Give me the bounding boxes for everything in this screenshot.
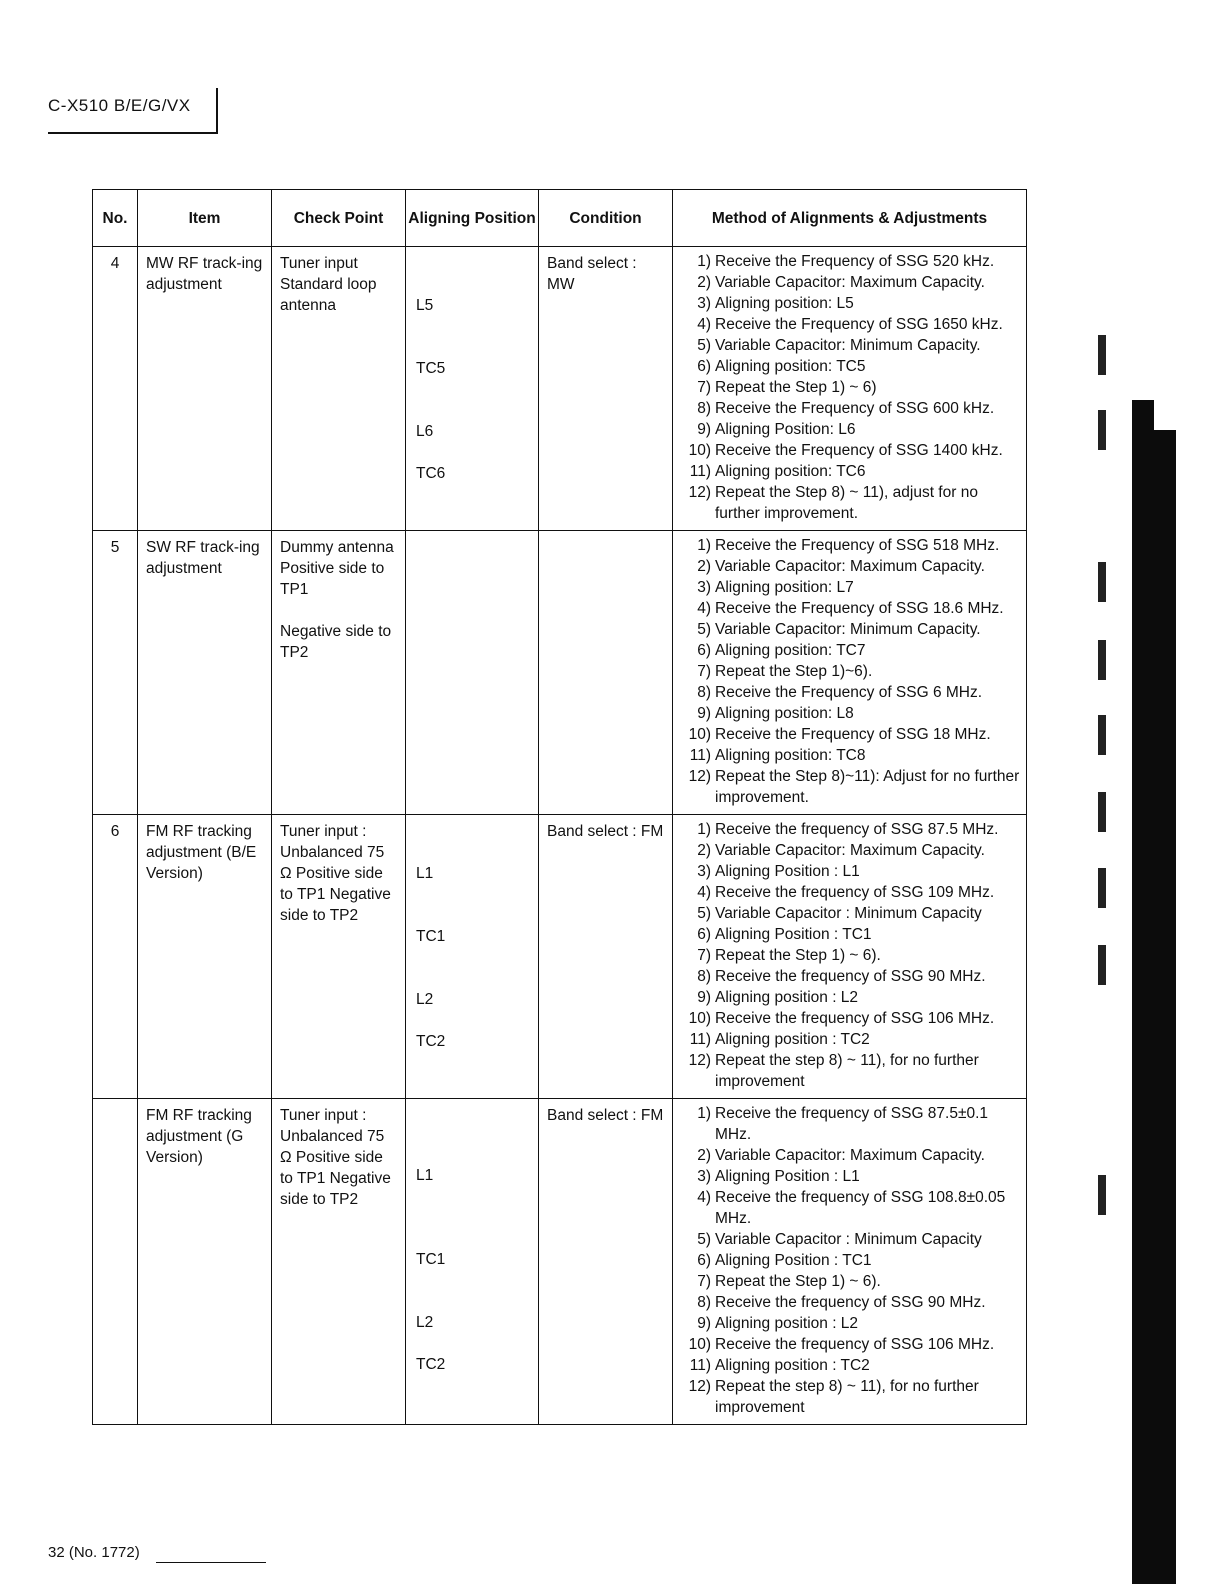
row-method bbox=[673, 531, 1027, 815]
step: 3) Aligning position: L5 bbox=[697, 295, 854, 312]
position-label: TC2 bbox=[416, 1356, 446, 1373]
step: 5) Variable Capacitor: Minimum Capacity. bbox=[697, 621, 981, 638]
row-check-point: Tuner input : Unbalanced 75 Ω Positive side to TP1 Negative side to TP2 bbox=[272, 815, 406, 1099]
scan-mark bbox=[1098, 1175, 1106, 1215]
step: 10) Receive the Frequency of SSG 18 MHz. bbox=[688, 726, 991, 743]
step: 5) Variable Capacitor : Minimum Capacity bbox=[697, 1231, 982, 1248]
step: 4) Receive the frequency of SSG 108.8±0.05 MHz. bbox=[697, 1189, 1006, 1227]
step: 10) Receive the Frequency of SSG 1400 kHz. bbox=[688, 442, 1003, 459]
step: 9) Aligning position : L2 bbox=[697, 989, 859, 1006]
step: 12) Repeat the step 8) ~ 11), for no further improvement bbox=[688, 1378, 979, 1416]
row-method bbox=[673, 815, 1027, 1099]
row-check-point bbox=[272, 531, 406, 815]
col-header-check-point: Check Point bbox=[272, 190, 406, 247]
row-item: MW RF track-ing adjustment bbox=[138, 247, 272, 531]
step: 8) Receive the Frequency of SSG 6 MHz. bbox=[697, 684, 983, 701]
step: 3) Aligning position: L7 bbox=[697, 579, 854, 596]
scan-mark bbox=[1098, 410, 1106, 450]
table-row bbox=[93, 531, 1027, 815]
row-condition: Band select : FM bbox=[539, 1099, 673, 1425]
steps-list bbox=[673, 247, 1026, 530]
step: 11) Aligning position: TC6 bbox=[689, 463, 866, 480]
steps-list bbox=[673, 531, 1026, 814]
step: 2) Variable Capacitor: Maximum Capacity. bbox=[697, 842, 985, 859]
position-label: L1 bbox=[416, 1167, 434, 1184]
footer-rule bbox=[156, 1562, 266, 1563]
step: 8) Receive the frequency of SSG 90 MHz. bbox=[697, 1294, 986, 1311]
scan-mark bbox=[1098, 792, 1106, 832]
scan-mark bbox=[1098, 335, 1106, 375]
scan-mark bbox=[1098, 945, 1106, 985]
model-number: C-X510 B/E/G/VX bbox=[48, 96, 191, 115]
step: 7) Repeat the Step 1) ~ 6) bbox=[697, 379, 877, 396]
step: 1) Receive the Frequency of SSG 520 kHz. bbox=[697, 253, 995, 270]
position-label: TC1 bbox=[416, 928, 446, 945]
position-label: TC1 bbox=[416, 1251, 446, 1268]
steps-list bbox=[673, 1099, 1026, 1424]
step: 12) Repeat the step 8) ~ 11), for no further improvement bbox=[688, 1052, 979, 1090]
step: 12) Repeat the Step 8) ~ 11), adjust for no further improvement. bbox=[688, 484, 978, 522]
step: 1) Receive the frequency of SSG 87.5±0.1 MHz. bbox=[697, 1105, 989, 1143]
scan-mark bbox=[1098, 868, 1106, 908]
step: 10) Receive the frequency of SSG 106 MHz. bbox=[688, 1010, 995, 1027]
page-number: 32 (No. 1772) bbox=[48, 1544, 140, 1561]
position-label: TC6 bbox=[416, 465, 446, 482]
step: 12) Repeat the Step 8)~11): Adjust for no further improvement. bbox=[688, 768, 1020, 806]
step: 2) Variable Capacitor: Maximum Capacity. bbox=[697, 274, 985, 291]
col-header-aligning-position: Aligning Position bbox=[406, 190, 539, 247]
position-label: TC2 bbox=[416, 1033, 446, 1050]
step: 3) Aligning Position : L1 bbox=[697, 863, 860, 880]
row-aligning-position bbox=[406, 247, 539, 531]
scan-mark bbox=[1098, 562, 1106, 602]
row-number bbox=[93, 1099, 138, 1425]
step: 8) Receive the frequency of SSG 90 MHz. bbox=[697, 968, 986, 985]
step: 9) Aligning Position: L6 bbox=[697, 421, 856, 438]
step: 8) Receive the Frequency of SSG 600 kHz. bbox=[697, 400, 995, 417]
scan-mark bbox=[1098, 715, 1106, 755]
row-method bbox=[673, 247, 1027, 531]
step: 6) Aligning Position : TC1 bbox=[697, 1252, 872, 1269]
col-header-item: Item bbox=[138, 190, 272, 247]
row-number: 4 bbox=[93, 247, 138, 531]
table-row bbox=[93, 1099, 1027, 1425]
col-header-method: Method of Alignments & Adjustments bbox=[673, 190, 1027, 247]
step: 7) Repeat the Step 1) ~ 6). bbox=[697, 947, 881, 964]
page-footer bbox=[48, 1544, 140, 1561]
model-header bbox=[48, 88, 218, 134]
row-aligning-position bbox=[406, 815, 539, 1099]
position-label: L1 bbox=[416, 865, 434, 882]
row-aligning-position bbox=[406, 1099, 539, 1425]
row-number: 6 bbox=[93, 815, 138, 1099]
row-aligning-position bbox=[406, 531, 539, 815]
position-label: L6 bbox=[416, 423, 434, 440]
position-label: TC5 bbox=[416, 360, 446, 377]
row-item: FM RF tracking adjustment (G Version) bbox=[138, 1099, 272, 1425]
step: 9) Aligning position : L2 bbox=[697, 1315, 859, 1332]
step: 1) Receive the frequency of SSG 87.5 MHz. bbox=[697, 821, 999, 838]
step: 6) Aligning position: TC5 bbox=[697, 358, 866, 375]
check-point-b: Negative side to TP2 bbox=[280, 623, 392, 661]
row-condition bbox=[539, 531, 673, 815]
position-label: L2 bbox=[416, 1314, 434, 1331]
step: 7) Repeat the Step 1) ~ 6). bbox=[697, 1273, 881, 1290]
scan-edge bbox=[1132, 400, 1176, 1584]
row-check-point: Tuner input : Unbalanced 75 Ω Positive side to TP1 Negative side to TP2 bbox=[272, 1099, 406, 1425]
row-check-point: Tuner input Standard loop antenna bbox=[272, 247, 406, 531]
steps-list bbox=[673, 815, 1026, 1098]
position-label: L2 bbox=[416, 991, 434, 1008]
scan-edge-notch bbox=[1154, 400, 1176, 430]
row-condition: Band select : MW bbox=[539, 247, 673, 531]
step: 2) Variable Capacitor: Maximum Capacity. bbox=[697, 1147, 985, 1164]
table-row bbox=[93, 815, 1027, 1099]
step: 4) Receive the frequency of SSG 109 MHz. bbox=[697, 884, 995, 901]
step: 11) Aligning position : TC2 bbox=[689, 1357, 870, 1374]
check-point-a: Dummy antenna Positive side to TP1 bbox=[280, 539, 394, 598]
step: 11) Aligning position: TC8 bbox=[689, 747, 866, 764]
step: 5) Variable Capacitor : Minimum Capacity bbox=[697, 905, 982, 922]
step: 2) Variable Capacitor: Maximum Capacity. bbox=[697, 558, 985, 575]
step: 5) Variable Capacitor: Minimum Capacity. bbox=[697, 337, 981, 354]
row-item: SW RF track-ing adjustment bbox=[138, 531, 272, 815]
col-header-condition: Condition bbox=[539, 190, 673, 247]
step: 3) Aligning Position : L1 bbox=[697, 1168, 860, 1185]
step: 1) Receive the Frequency of SSG 518 MHz. bbox=[697, 537, 1000, 554]
step: 7) Repeat the Step 1)~6). bbox=[697, 663, 873, 680]
table-row bbox=[93, 247, 1027, 531]
step: 4) Receive the Frequency of SSG 18.6 MHz. bbox=[697, 600, 1004, 617]
table-header-row bbox=[93, 190, 1027, 247]
row-method bbox=[673, 1099, 1027, 1425]
step: 4) Receive the Frequency of SSG 1650 kHz. bbox=[697, 316, 1003, 333]
step: 11) Aligning position : TC2 bbox=[689, 1031, 870, 1048]
row-condition: Band select : FM bbox=[539, 815, 673, 1099]
row-item: FM RF tracking adjustment (B/E Version) bbox=[138, 815, 272, 1099]
step: 6) Aligning Position : TC1 bbox=[697, 926, 872, 943]
step: 6) Aligning position: TC7 bbox=[697, 642, 866, 659]
step: 10) Receive the frequency of SSG 106 MHz. bbox=[688, 1336, 995, 1353]
step: 9) Aligning position: L8 bbox=[697, 705, 854, 722]
position-label: L5 bbox=[416, 297, 434, 314]
alignment-table bbox=[92, 189, 1027, 1425]
scan-mark bbox=[1098, 640, 1106, 680]
row-number: 5 bbox=[93, 531, 138, 815]
col-header-no: No. bbox=[93, 190, 138, 247]
